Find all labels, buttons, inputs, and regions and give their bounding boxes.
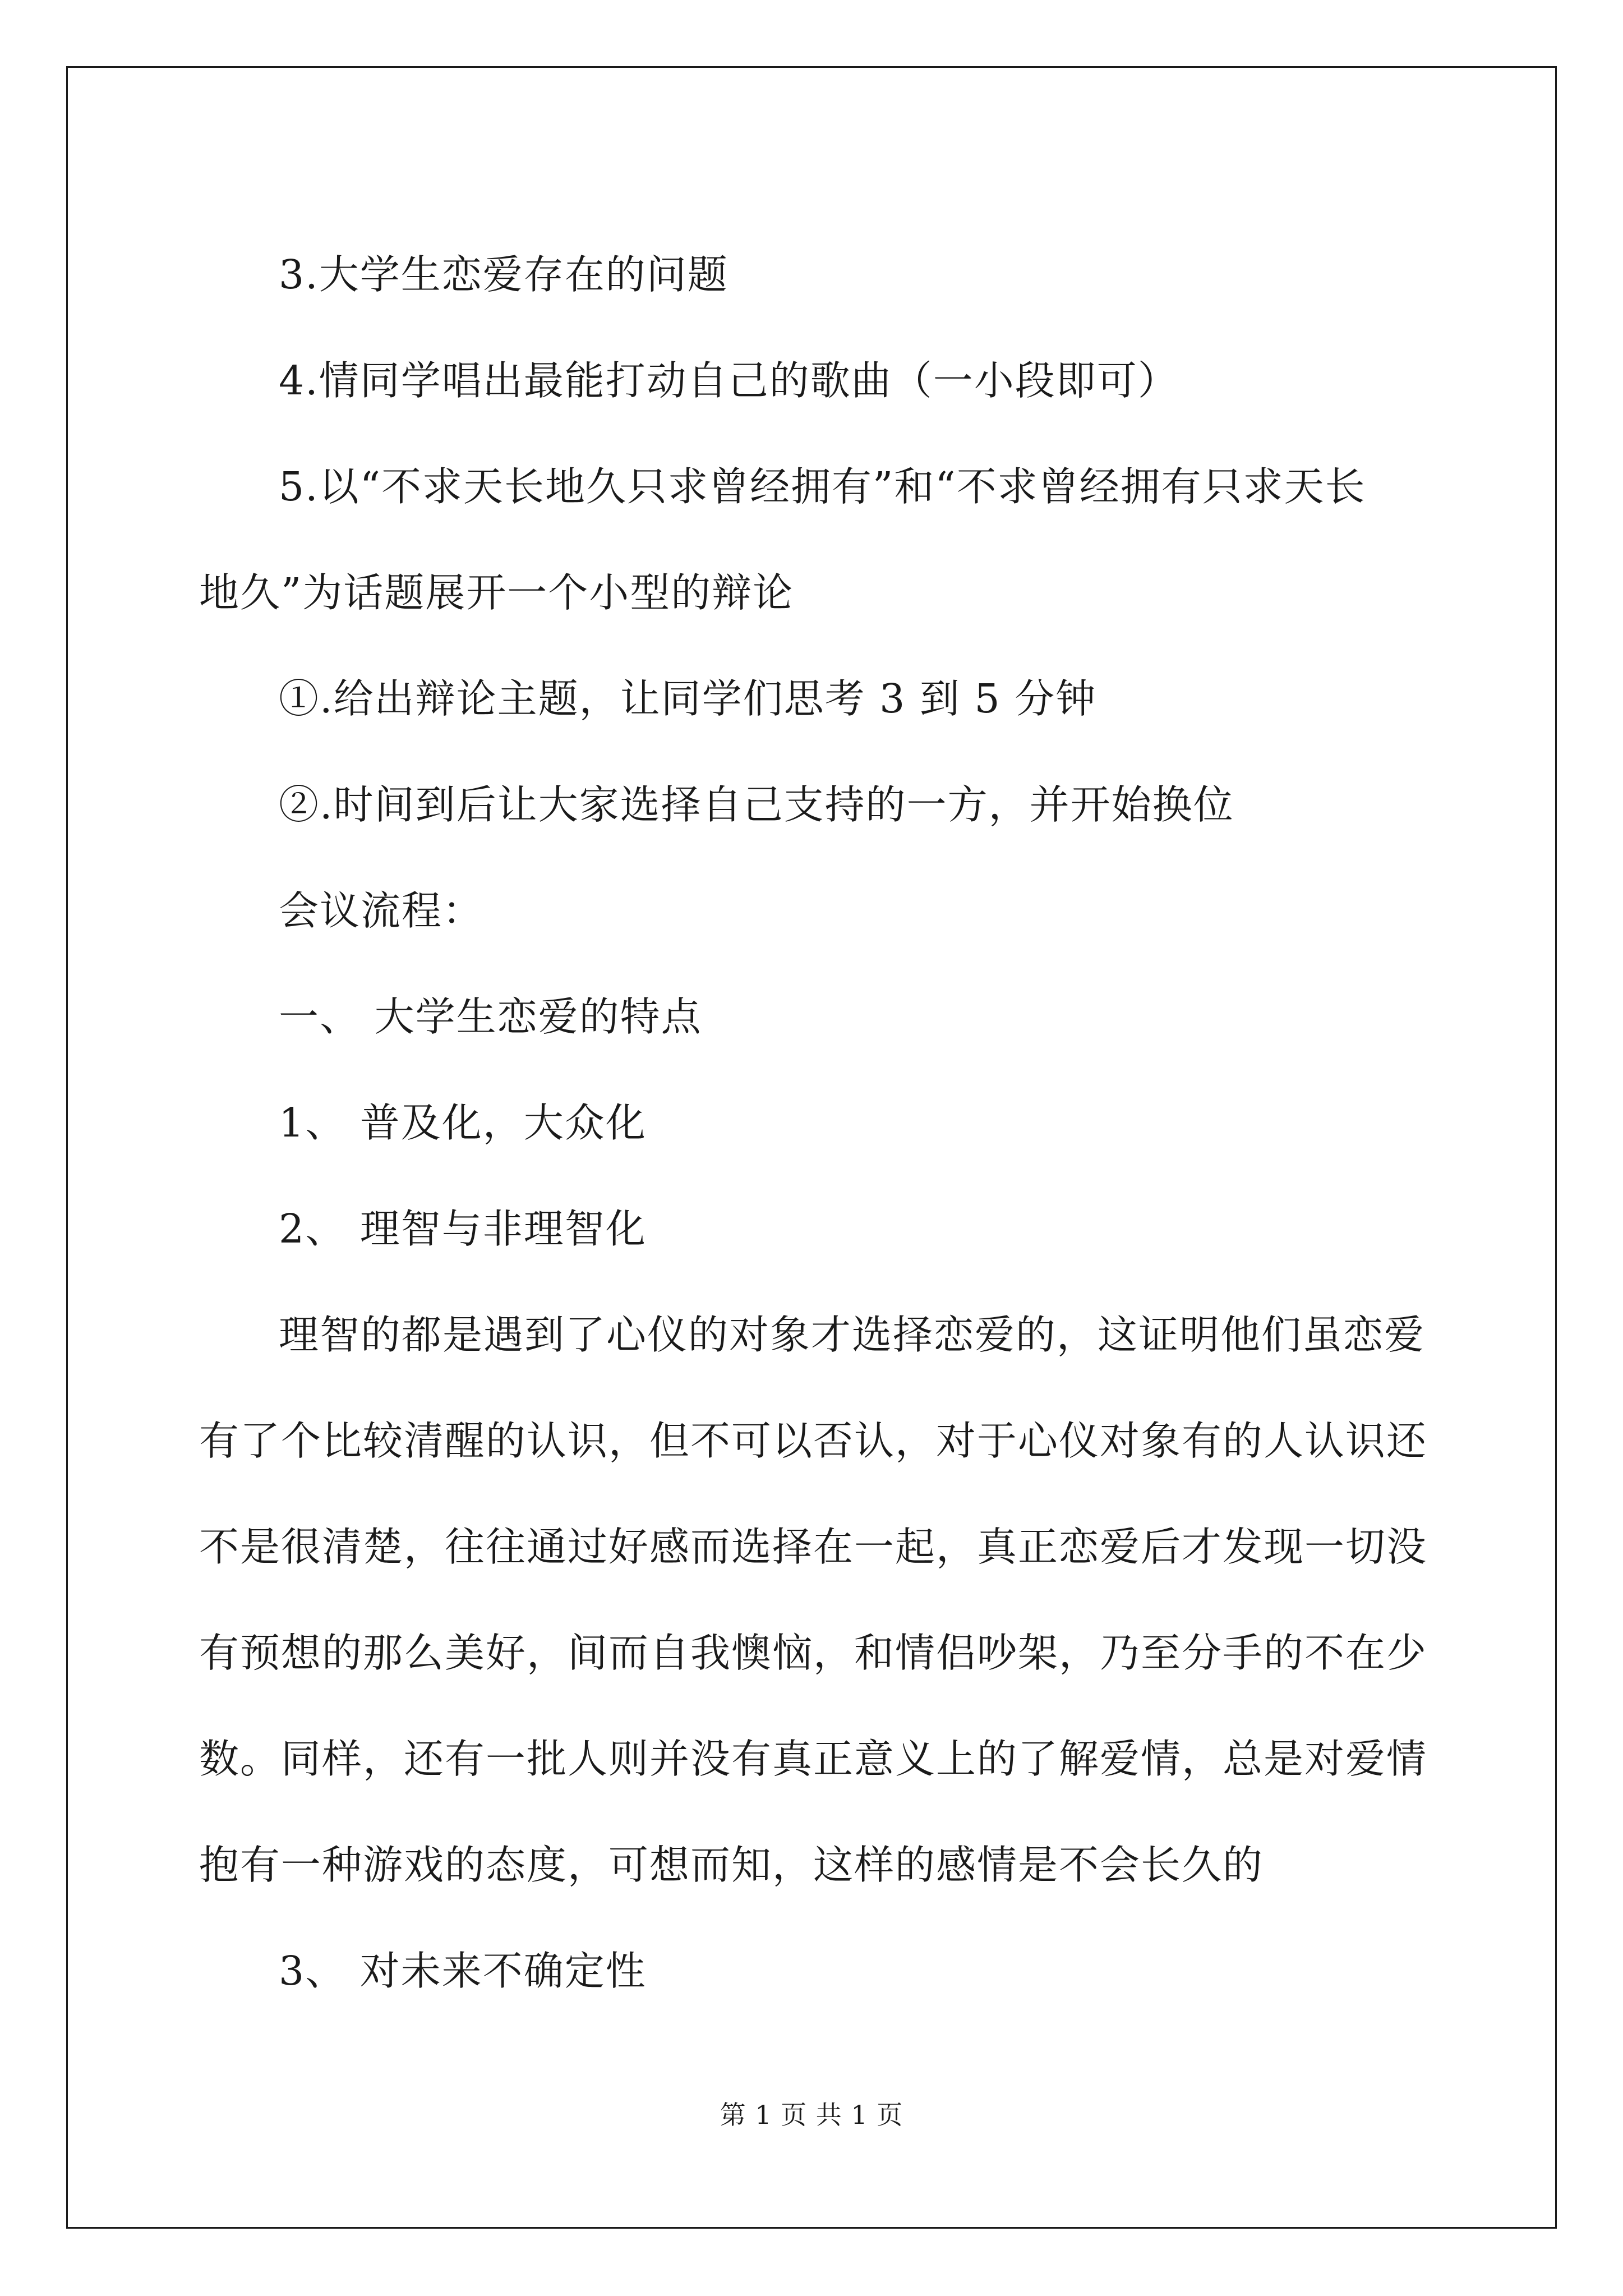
paragraph-line: 数。同样，还有一批人则并没有真正意义上的了解爱情，总是对爱情 xyxy=(199,1736,1428,1782)
paragraph-line: ②.时间到后让大家选择自己支持的一方，并开始换位 xyxy=(279,781,1234,828)
list-item: 3、 对未来不确定性 xyxy=(279,1948,647,1994)
paragraph-line: 3.大学生恋爱存在的问题 xyxy=(279,251,728,298)
paragraph-line: 有预想的那么美好，间而自我懊恼，和情侣吵架，乃至分手的不在少 xyxy=(199,1630,1428,1676)
paragraph-line: 不是很清楚，往往通过好感而选择在一起，真正恋爱后才发现一切没 xyxy=(199,1524,1428,1570)
section-heading: 会议流程： xyxy=(279,887,484,934)
list-item: 2、 理智与非理智化 xyxy=(279,1205,647,1252)
paragraph-line: 5.以“不求天长地久只求曾经拥有”和“不求曾经拥有只求天长 xyxy=(279,463,1366,510)
section-heading: 一、 大学生恋爱的特点 xyxy=(279,993,702,1040)
paragraph-line: 理智的都是遇到了心仪的对象才选择恋爱的，这证明他们虽恋爱 xyxy=(279,1312,1426,1358)
page-footer: 第 1 页 共 1 页 xyxy=(720,2100,903,2130)
paragraph-line: ①.给出辩论主题，让同学们思考 3 到 5 分钟 xyxy=(279,675,1097,722)
paragraph-line: 4.情同学唱出最能打动自己的歌曲（一小段即可） xyxy=(279,357,1179,404)
paragraph-line: 有了个比较清醒的认识，但不可以否认，对于心仪对象有的人认识还 xyxy=(199,1418,1428,1464)
paragraph-line: 抱有一种游戏的态度，可想而知，这样的感情是不会长久的 xyxy=(199,1842,1264,1888)
list-item: 1、 普及化，大众化 xyxy=(279,1099,647,1146)
paragraph-line: 地久”为话题展开一个小型的辩论 xyxy=(199,569,794,616)
document-body xyxy=(199,222,1427,2024)
